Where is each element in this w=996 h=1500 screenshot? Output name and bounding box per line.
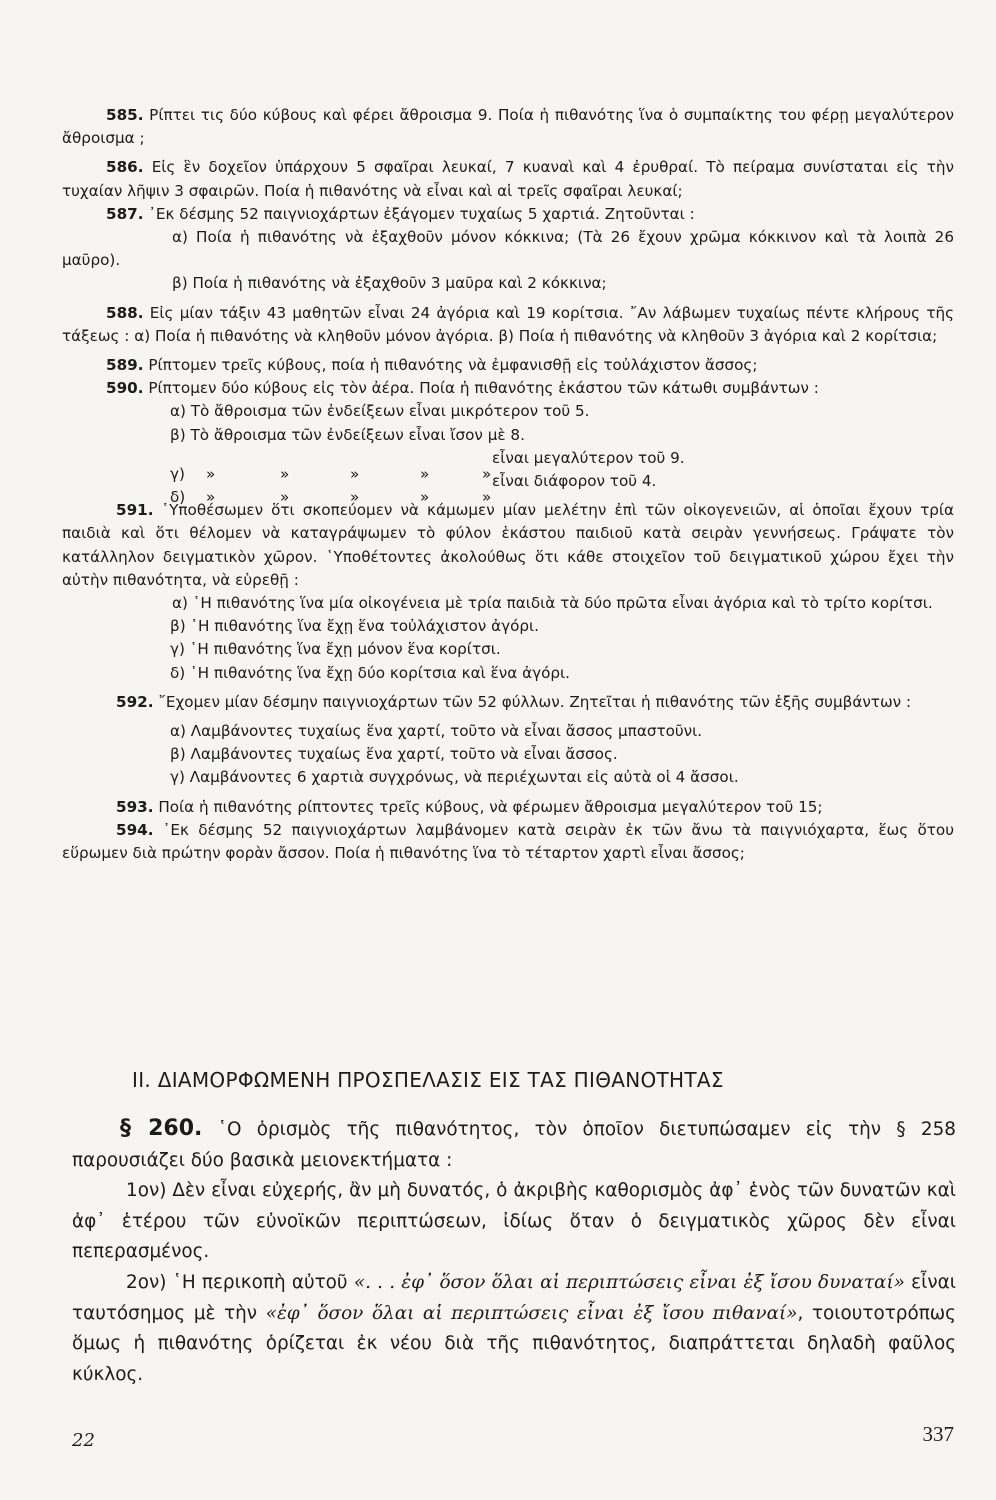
exercise-586: 586. Εἰς ἓν δοχεῖον ὑπάρχουν 5 σφαῖραι λευκαί, 7 κυαναὶ καὶ 4 ἐρυθραί. Τὸ πείραμα συνίσταται εἰς τὴν τυχαίαν λῆψιν 3 σφαιρῶν. Ποία ἡ πιθανότης νὰ εἶναι καὶ αἱ τρεῖς σφαῖραι λευκαί;	[62, 158, 954, 200]
section-point-1: 1ον) Δὲν εἶναι εὐχερής, ἂν μὴ δυνατός, ὁ ἀκριβὴς καθορισμὸς ἀφ᾿ ἑνὸς τῶν δυνατῶν καὶ ἀφ᾿ ἑτέρου τῶν εὐνοϊκῶν περιπτώσεων, ἰδίως ὅταν ὁ δειγματικὸς χῶρος δὲν εἶναι πεπερασμένος.	[72, 1180, 956, 1263]
exercise-589: 589. Ρίπτομεν τρεῖς κύβους, ποία ἡ πιθανότης νὰ ἐμφανισθῇ εἰς τοὐλάχιστον ἄσσος;	[106, 356, 758, 375]
section-260	[72, 1114, 956, 1390]
section-heading: ΙΙ. ΔΙΑΜΟΡΦΩΜΕΝΗ ΠΡΟΣΠΕΛΑΣΙΣ ΕΙΣ ΤΑΣ ΠΙΘΑΝΟΤΗΤΑΣ	[132, 1068, 724, 1092]
exercise-590-option-c: γ) » » » » » εἶναι μεγαλύτερον τοῦ 9.	[170, 448, 685, 483]
exercise-593: 593. Ποία ἡ πιθανότης ρίπτοντες τρεῖς κύβους, νὰ φέρωμεν ἄθροισμα μεγαλύτερον τοῦ 15;	[116, 797, 823, 816]
signature-mark: 22	[72, 1430, 95, 1451]
section-point-2: 2ον) ῾Η περικοπὴ αὐτοῦ «. . . ἐφ᾿ ὅσον ὅλαι αἱ περιπτώσεις εἶναι ἐξ ἴσου δυναταί» εἶναι ταυτόσημος μὲ τὴν «ἐφ᾿ ὅσον ὅλαι αἱ περιπτώσεις εἶναι ἐξ ἴσου πιθαναί», τοιουτοτρόπως ὅμως ἡ πιθανότης ὁρίζεται ἐκ νέου διὰ τῆς πιθανότητος, διαπράττεται δηλαδὴ φαῦλος κύκλος.	[72, 1271, 956, 1385]
exercise-591-option-b: β) ῾Η πιθανότης ἵνα ἔχῃ ἕνα τοὐλάχιστον ἀγόρι.	[170, 617, 539, 636]
exercise-592-option-b: β) Λαμβάνοντες τυχαίως ἕνα χαρτί, τοῦτο νὰ εἶναι ἄσσος.	[170, 745, 618, 764]
exercise-594: 594. ᾿Εκ δέσμης 52 παιγνιοχάρτων λαμβάνομεν κατὰ σειρὰν ἐκ τῶν ἄνω τὰ παιγνιόχαρτα, ἕως ὅτου εὕρωμεν διὰ πρώτην φορὰν ἄσσον. Ποία ἡ πιθανότης ἵνα τὸ τέταρτον χαρτὶ εἶναι ἄσσος;	[62, 820, 954, 863]
exercise-588: 588. Εἰς μίαν τάξιν 43 μαθητῶν εἶναι 24 ἀγόρια καὶ 19 κορίτσια. ῎Αν λάβωμεν τυχαίως πέντε κλήρους τῆς τάξεως : α) Ποία ἡ πιθανότης νὰ κληθοῦν μόνον ἀγόρια. β) Ποία ἡ πιθανότης νὰ κληθοῦν 3 ἀγόρια καὶ 2 κορίτσια;	[62, 303, 955, 345]
exercise-list	[62, 104, 954, 865]
exercise-587-option-a: α) Ποία ἡ πιθανότης νὰ ἐξαχθοῦν μόνον κόκκινα; (Τὰ 26 ἔχουν χρῶμα κόκκινον καὶ τὰ λοιπὰ 26 μαῦρο).	[62, 228, 954, 270]
exercise-587-option-b: β) Ποία ἡ πιθανότης νὰ ἐξαχθοῦν 3 μαῦρα καὶ 2 κόκκινα;	[172, 274, 607, 293]
exercise-592-option-a: α) Λαμβάνοντες τυχαίως ἕνα χαρτί, τοῦτο νὰ εἶναι ἄσσος μπαστοῦνι.	[170, 722, 703, 741]
exercise-591-option-c: γ) ῾Η πιθανότης ἵνα ἔχῃ μόνον ἕνα κορίτσι.	[170, 640, 501, 659]
exercise-590: 590. Ρίπτομεν δύο κύβους εἰς τὸν ἀέρα. Ποία ἡ πιθανότης ἑκάστου τῶν κάτωθι συμβάντων :	[106, 379, 819, 398]
exercise-590-option-a: α) Τὸ ἄθροισμα τῶν ἐνδείξεων εἶναι μικρότερον τοῦ 5.	[170, 402, 590, 421]
exercise-585: 585. Ρίπτει τις δύο κύβους καὶ φέρει ἄθροισμα 9. Ποία ἡ πιθανότης ἵνα ὁ συμπαίκτης του φέρῃ μεγαλύτερον ἄθροισμα ;	[62, 106, 955, 148]
exercise-590-option-b: β) Τὸ ἄθροισμα τῶν ἐνδείξεων εἶναι ἴσον μὲ 8.	[170, 425, 525, 444]
exercise-591-option-a: α) ῾Η πιθανότης ἵνα μία οἰκογένεια μὲ τρία παιδιὰ τὰ δύο πρῶτα εἶναι ἀγόρια καὶ τὸ τρίτο κορίτσι.	[172, 594, 933, 613]
exercise-592-option-c: γ) Λαμβάνοντες 6 χαρτιὰ συγχρόνως, νὰ περιέχωνται εἰς αὐτὰ οἱ 4 ἄσσοι.	[170, 768, 739, 787]
exercise-587: 587. ᾿Εκ δέσμης 52 παιγνιοχάρτων ἐξάγομεν τυχαίως 5 χαρτιά. Ζητοῦνται :	[106, 204, 695, 223]
exercise-591-option-d: δ) ῾Η πιθανότης ἵνα ἔχῃ δύο κορίτσια καὶ ἕνα ἀγόρι.	[170, 663, 570, 682]
exercise-592: 592. ῎Εχομεν μίαν δέσμην παιγνιοχάρτων τῶν 52 φύλλων. Ζητεῖται ἡ πιθανότης τῶν ἑξῆς συμβάντων :	[116, 692, 912, 711]
exercise-591: 591. ῾Υποθέσωμεν ὅτι σκοπεύομεν νὰ κάμωμεν μίαν μελέτην ἐπὶ τῶν οἰκογενειῶν, αἱ ὁποῖαι ἔχουν τρία παιδιὰ καὶ ὅτι θέλομεν νὰ καταγράψωμεν τὸ φύλον ἑκάστου παιδιοῦ κατὰ σειρὰν γεννήσεως. Γράψατε τὸν κατάλληλον δειγματικὸν χῶρον. ῾Υποθέτοντες ἀκολούθως ὅτι κάθε στοιχεῖον τοῦ δειγματικοῦ χώρου ἔχει τὴν αὐτὴν πιθανότητα, νὰ εὑρεθῇ :	[62, 501, 955, 589]
exercise-590-option-d: δ) » » » » » εἶναι διάφορον τοῦ 4.	[170, 472, 657, 507]
page-number: 337	[922, 1422, 954, 1446]
section-intro: § 260. ῾Ο ὁρισμὸς τῆς πιθανότητος, τὸν ὁποῖον διετυπώσαμεν εἰς τὴν § 258 παρουσιάζει δύο βασικὰ μειονεκτήματα :	[72, 1116, 956, 1171]
